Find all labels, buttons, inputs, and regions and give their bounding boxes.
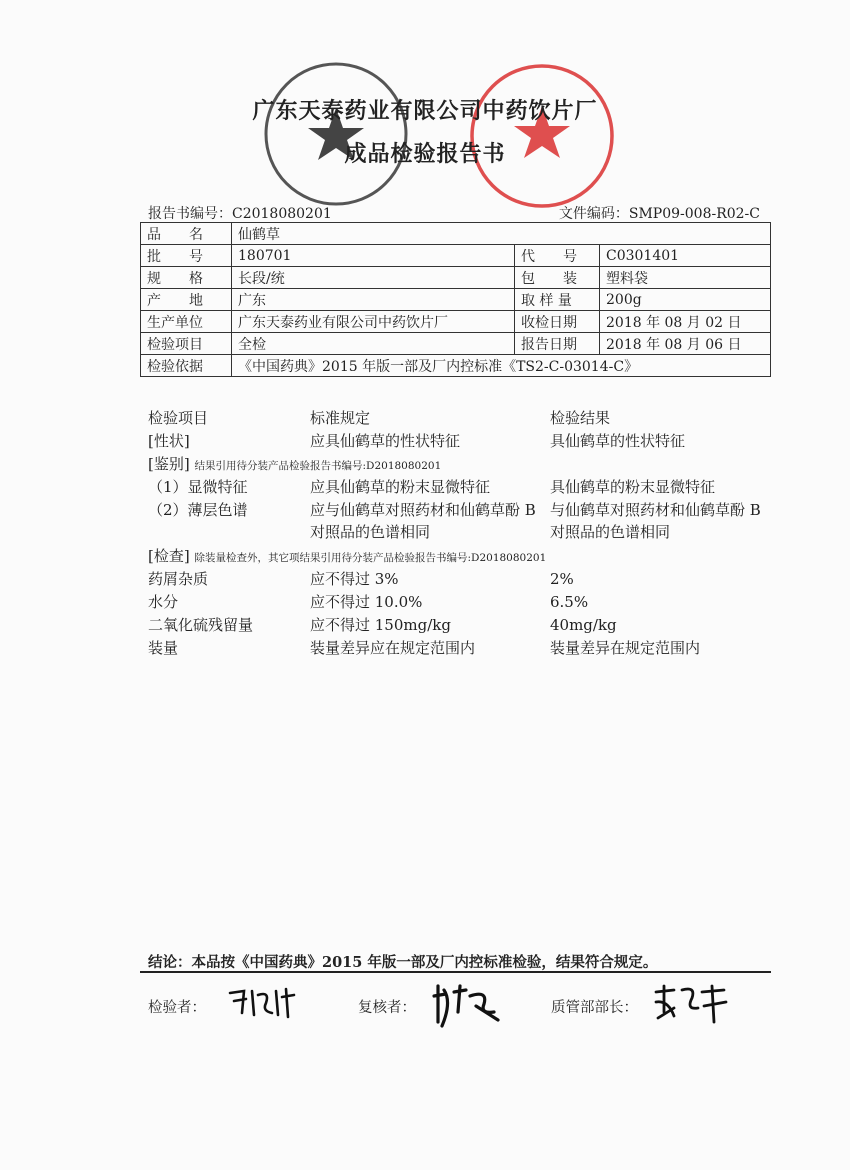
file-code: 文件编码：SMP09-008-R02-C bbox=[558, 206, 760, 222]
results-header bbox=[148, 407, 788, 430]
debris-row bbox=[148, 568, 788, 591]
tlc-label: （2）薄层色谱 bbox=[148, 501, 248, 519]
table-row bbox=[141, 333, 771, 355]
name-label: 品 名 bbox=[141, 223, 232, 245]
trait-standard: 应具仙鹤草的性状特征 bbox=[310, 432, 461, 450]
origin-label: 产 地 bbox=[141, 289, 232, 311]
identification-note: 结果引用待分装产品检验报告书编号:D2018080201 bbox=[194, 460, 442, 472]
tlc-standard: 应与仙鹤草对照药材和仙鹤草酚 B 对照品的色谱相同 bbox=[310, 501, 536, 541]
water-result: 6.5% bbox=[550, 593, 589, 611]
micro-result: 具仙鹤草的粉末显微特征 bbox=[550, 478, 716, 496]
water-label: 水分 bbox=[148, 593, 179, 611]
micro-label: （1）显微特征 bbox=[148, 478, 248, 496]
table-row bbox=[141, 355, 771, 377]
company-title: 广东天泰药业有限公司中药饮片厂 bbox=[252, 98, 598, 124]
reviewer-label: 复核者： bbox=[358, 1000, 416, 1016]
basis-label: 检验依据 bbox=[141, 355, 232, 377]
table-row bbox=[141, 223, 771, 245]
product-name: 仙鹤草 bbox=[232, 223, 771, 245]
table-row bbox=[141, 289, 771, 311]
table-row bbox=[141, 267, 771, 289]
report-date: 2018 年 08 月 06 日 bbox=[600, 333, 771, 355]
item-label: 检验项目 bbox=[141, 333, 232, 355]
debris-label: 药屑杂质 bbox=[148, 570, 209, 588]
trait-row bbox=[148, 430, 788, 453]
code-label: 代 号 bbox=[515, 245, 600, 267]
tlc-result: 与仙鹤草对照药材和仙鹤草酚 B 对照品的色谱相同 bbox=[550, 501, 761, 541]
received-date: 2018 年 08 月 02 日 bbox=[600, 311, 771, 333]
results-section bbox=[148, 407, 788, 660]
origin-value: 广东 bbox=[232, 289, 515, 311]
product-info-table bbox=[140, 222, 771, 377]
water-standard: 应不得过 10.0% bbox=[310, 593, 423, 611]
micro-row bbox=[148, 476, 788, 499]
fill-result: 装量差异在规定范围内 bbox=[550, 639, 701, 657]
sample-value: 200g bbox=[600, 289, 771, 311]
header-item: 检验项目 bbox=[148, 409, 209, 427]
sample-label: 取 样 量 bbox=[515, 289, 600, 311]
check-label: [检查] bbox=[148, 547, 190, 565]
qa-head-signature bbox=[652, 982, 732, 1026]
so2-standard: 应不得过 150mg/kg bbox=[310, 616, 451, 634]
check-header bbox=[148, 545, 546, 566]
micro-standard: 应具仙鹤草的粉末显微特征 bbox=[310, 478, 491, 496]
inspection-seal-stamp bbox=[262, 60, 410, 208]
report-date-label: 报告日期 bbox=[515, 333, 600, 355]
fill-label: 装量 bbox=[148, 639, 179, 657]
maker-value: 广东天泰药业有限公司中药饮片厂 bbox=[232, 311, 515, 333]
check-row bbox=[148, 545, 788, 568]
identification-header bbox=[148, 453, 441, 474]
fill-standard: 装量差异应在规定范围内 bbox=[310, 639, 476, 657]
fill-row bbox=[148, 637, 788, 660]
table-row bbox=[141, 311, 771, 333]
debris-standard: 应不得过 3% bbox=[310, 570, 399, 588]
trait-label: [性状] bbox=[148, 432, 190, 450]
maker-label: 生产单位 bbox=[141, 311, 232, 333]
so2-label: 二氧化硫残留量 bbox=[148, 616, 254, 634]
batch-label: 批 号 bbox=[141, 245, 232, 267]
received-date-label: 收检日期 bbox=[515, 311, 600, 333]
spec-value: 长段/统 bbox=[232, 267, 515, 289]
quality-dept-seal-stamp bbox=[468, 62, 616, 210]
inspector-label: 检验者： bbox=[148, 1000, 206, 1016]
conclusion-divider bbox=[140, 971, 771, 973]
header-standard: 标准规定 bbox=[310, 409, 371, 427]
basis-value: 《中国药典》2015 年版一部及厂内控标准《TS2-C-03014-C》 bbox=[232, 355, 771, 377]
identification-label: [鉴别] bbox=[148, 455, 190, 473]
header-result: 检验结果 bbox=[550, 409, 611, 427]
so2-result: 40mg/kg bbox=[550, 616, 617, 634]
report-number: 报告书编号：C2018080201 bbox=[148, 206, 332, 222]
product-code: C0301401 bbox=[600, 245, 771, 267]
tlc-row bbox=[148, 499, 788, 543]
item-value: 全检 bbox=[232, 333, 515, 355]
pack-value: 塑料袋 bbox=[600, 267, 771, 289]
table-row bbox=[141, 245, 771, 267]
water-row bbox=[148, 591, 788, 614]
qa-head-label: 质管部部长： bbox=[551, 1000, 638, 1016]
so2-row bbox=[148, 614, 788, 637]
pack-label: 包 装 bbox=[515, 267, 600, 289]
trait-result: 具仙鹤草的性状特征 bbox=[550, 432, 686, 450]
conclusion: 结论：本品按《中国药典》2015 年版一部及厂内控标准检验，结果符合规定。 bbox=[148, 954, 658, 971]
identification-row bbox=[148, 453, 788, 476]
reviewer-signature bbox=[432, 982, 504, 1030]
spec-label: 规 格 bbox=[141, 267, 232, 289]
report-title: 成品检验报告书 bbox=[344, 141, 506, 167]
inspector-signature bbox=[226, 985, 300, 1021]
check-note: 除装量检查外，其它项结果引用待分装产品检验报告书编号:D2018080201 bbox=[194, 552, 547, 564]
batch-number: 180701 bbox=[232, 245, 515, 267]
debris-result: 2% bbox=[550, 570, 574, 588]
